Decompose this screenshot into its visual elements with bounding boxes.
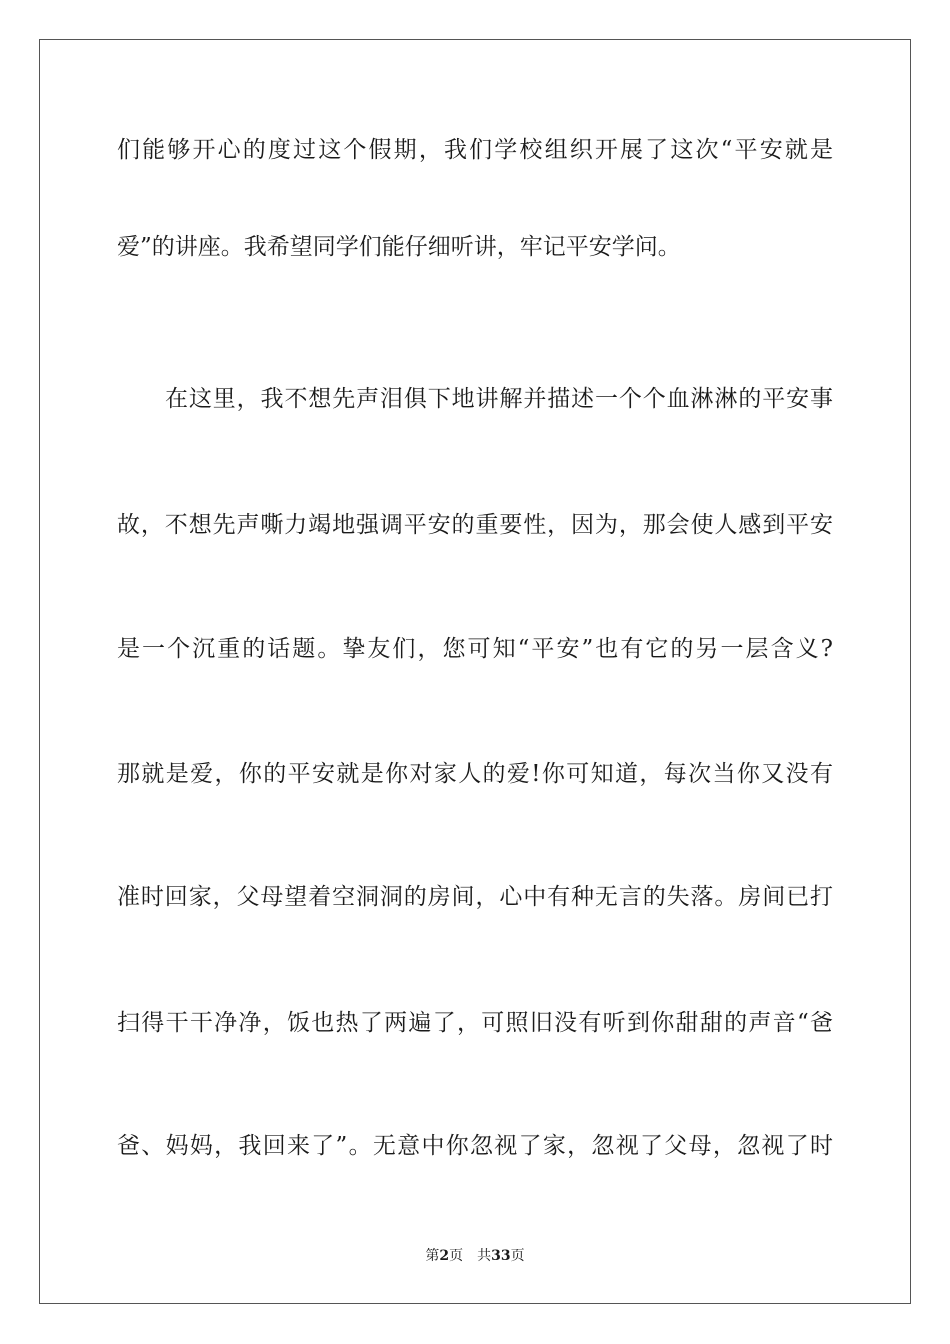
text-line-2: 爱”的讲座。我希望同学们能仔细听讲，牢记平安学问。 xyxy=(117,234,681,260)
text-line-9: 爸、妈妈，我回来了”。无意中你忽视了家，忽视了父母，忽视了时 xyxy=(117,1133,833,1159)
footer-current-page: 2 xyxy=(439,1248,450,1264)
page-border xyxy=(39,39,911,1304)
text-line-8: 扫得干干净净，饭也热了两遍了，可照旧没有听到你甜甜的声音“爸 xyxy=(117,1010,833,1036)
footer-page-prefix: 第 xyxy=(425,1248,440,1264)
text-line-6: 那就是爱，你的平安就是你对家人的爱!你可知道，每次当你又没有 xyxy=(117,761,833,787)
footer-total-prefix: 共 xyxy=(477,1248,492,1264)
footer-total-pages: 33 xyxy=(491,1248,511,1264)
page-footer xyxy=(0,1247,950,1265)
footer-total-unit: 页 xyxy=(510,1248,525,1264)
text-line-3: 在这里，我不想先声泪俱下地讲解并描述一个个血淋淋的平安事 xyxy=(165,386,833,412)
text-line-7: 准时回家，父母望着空洞洞的房间，心中有种无言的失落。房间已打 xyxy=(117,884,833,910)
text-line-1: 们能够开心的度过这个假期，我们学校组织开展了这次“平安就是 xyxy=(117,137,833,163)
footer-page-unit: 页 xyxy=(449,1248,464,1264)
text-line-4: 故，不想先声嘶力竭地强调平安的重要性，因为，那会使人感到平安 xyxy=(117,512,833,538)
text-line-5: 是一个沉重的话题。挚友们，您可知“平安”也有它的另一层含义? xyxy=(117,636,833,662)
